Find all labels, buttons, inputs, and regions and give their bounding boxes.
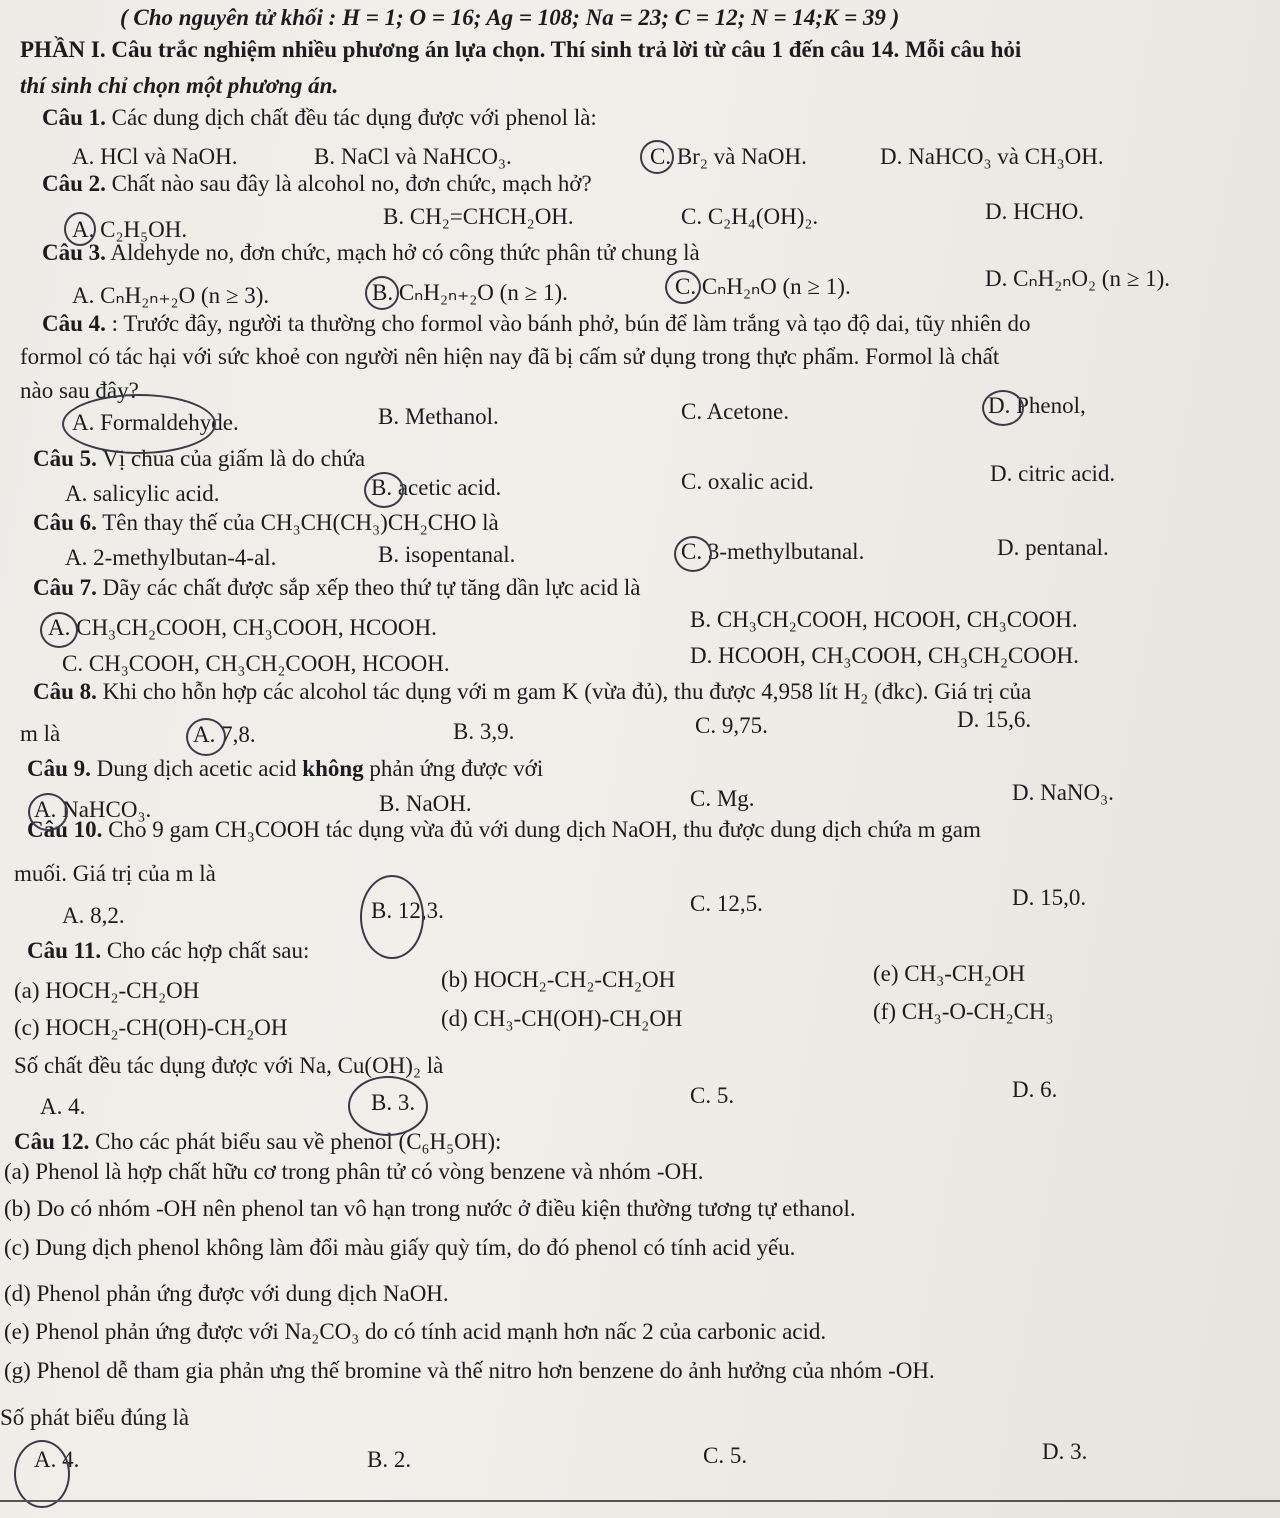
question-12: Câu 12. Cho các phát biểu sau về phenol (C₆H₅OH): [14,1129,502,1154]
option-5c[interactable]: C. oxalic acid. [681,469,814,494]
question-4: Câu 4. : Trước đây, người ta thường cho formol vào bánh phở, bún để làm trắng và tạo độ dai, tũy nhiên do [42,311,1031,336]
option-5d[interactable]: D. citric acid. [990,461,1116,486]
question-10-line2: muối. Giá trị của m là [14,861,216,886]
option-4a[interactable]: A. Formaldehyde. [72,410,239,435]
option-4d[interactable]: D. Phenol, [988,393,1086,418]
statement-e: (e) Phenol phản ứng được với Na₂CO₃ do có tính acid mạnh hơn nấc 2 của carbonic acid. [4,1319,827,1344]
option-1d[interactable]: D. NaHCO₃ và CH₃OH. [880,144,1104,169]
option-4b[interactable]: B. Methanol. [378,404,499,429]
statement-g: (g) Phenol dễ tham gia phản ưng thế bromine và thế nitro hơn benzene do ảnh hưởng của nhóm -OH. [4,1358,935,1383]
option-9b[interactable]: B. NaOH. [379,791,472,816]
question-1: Câu 1. Các dung dịch chất đều tác dụng được với phenol là: [42,105,597,130]
compound-e: (e) CH₃-CH₂OH [873,961,1026,986]
option-1b[interactable]: B. NaCl và NaHCO₃. [314,144,512,169]
option-7b[interactable]: B. CH₃CH₂COOH, HCOOH, CH₃COOH. [690,607,1078,632]
page-bottom-divider [0,1500,1280,1502]
option-8a[interactable]: A. 7,8. [193,722,256,747]
question-8-line2: m là [20,721,61,746]
option-3d[interactable]: D. CₙH₂ₙO₂ (n ≥ 1). [985,266,1170,291]
option-11c[interactable]: C. 5. [690,1083,735,1108]
option-6a[interactable]: A. 2-methylbutan-4-al. [65,545,277,570]
option-9c[interactable]: C. Mg. [690,786,755,811]
question-2: Câu 2. Chất nào sau đây là alcohol no, đơn chức, mạch hở? [42,171,592,196]
option-3c[interactable]: C. CₙH₂ₙO (n ≥ 1). [675,274,851,299]
question-5: Câu 5. Vị chua của giấm là do chứa [33,446,366,471]
compound-d: (d) CH₃-CH(OH)-CH₂OH [441,1006,683,1031]
option-10d[interactable]: D. 15,0. [1012,885,1087,910]
option-3b[interactable]: B. CₙH₂ₙ₊₂O (n ≥ 1). [372,280,568,305]
part-title: PHẦN I. Câu trắc nghiệm nhiều phương án lựa chọn. Thí sinh trả lời từ câu 1 đến câu 14. Mỗi câu hỏi [20,37,1022,62]
option-12c[interactable]: C. 5. [703,1443,748,1468]
option-6b[interactable]: B. isopentanal. [378,542,516,567]
option-11b[interactable]: B. 3. [371,1090,416,1115]
part-title-line2: thí sinh chỉ chọn một phương án. [20,73,339,98]
question-8: Câu 8. Khi cho hỗn hợp các alcohol tác dụng với m gam K (vừa đủ), thu được 4,958 lít H₂ (đkc). Giá trị của [33,679,1032,704]
option-12d[interactable]: D. 3. [1042,1439,1088,1464]
option-2a[interactable]: A. C₂H₅OH. [72,217,188,242]
question-10: Câu 10. Cho 9 gam CH₃COOH tác dụng vừa đủ với dung dịch NaOH, thu được dung dịch chứa m gam [27,817,981,842]
option-12b[interactable]: B. 2. [367,1447,412,1472]
option-7c[interactable]: C. CH₃COOH, CH₃CH₂COOH, HCOOH. [62,651,450,676]
statement-d: (d) Phenol phản ứng được với dung dịch NaOH. [4,1281,449,1306]
compound-f: (f) CH₃-O-CH₂CH₃ [873,999,1054,1024]
question-11-line2: Số chất đều tác dụng được với Na, Cu(OH)₂ là [14,1053,444,1078]
option-2d[interactable]: D. HCHO. [985,199,1085,224]
option-9a[interactable]: A. NaHCO₃. [34,797,152,822]
option-5a[interactable]: A. salicylic acid. [65,481,220,506]
atomic-masses-header: ( Cho nguyên tử khối : H = 1; O = 16; Ag = 108; Na = 23; C = 12; N = 14;K = 39 ) [120,5,900,30]
option-9d[interactable]: D. NaNO₃. [1012,780,1114,805]
option-8d[interactable]: D. 15,6. [957,707,1032,732]
option-7a[interactable]: A. CH₃CH₂COOH, CH₃COOH, HCOOH. [48,615,437,640]
option-5b[interactable]: B. acetic acid. [371,475,502,500]
statement-c: (c) Dung dịch phenol không làm đổi màu giấy quỳ tím, do đó phenol có tính acid yếu. [4,1235,796,1260]
statement-a: (a) Phenol là hợp chất hữu cơ trong phân tử có vòng benzene và nhóm -OH. [4,1159,704,1184]
question-6: Câu 6. Tên thay thế của CH₃CH(CH₃)CH₂CHO là [33,510,499,535]
option-1a[interactable]: A. HCl và NaOH. [72,144,238,169]
compound-b: (b) HOCH₂-CH₂-CH₂OH [441,967,676,992]
option-4c[interactable]: C. Acetone. [681,399,789,424]
question-3: Câu 3. Aldehyde no, đơn chức, mạch hở có công thức phân tử chung là [42,240,700,265]
question-7: Câu 7. Dãy các chất được sắp xếp theo thứ tự tăng dần lực acid là [33,575,641,600]
statement-b: (b) Do có nhóm -OH nên phenol tan vô hạn trong nước ở điều kiện thường tương tự ethanol. [4,1196,856,1221]
compound-a: (a) HOCH₂-CH₂OH [14,978,200,1003]
question-4-line3: nào sau đây? [20,378,139,403]
option-8b[interactable]: B. 3,9. [453,719,515,744]
question-11: Câu 11. Cho các hợp chất sau: [27,938,310,963]
question-4-line2: formol có tác hại với sức khoẻ con người nên hiện nay đã bị cấm sử dụng trong thực phẩm. Formol là chất [20,344,1000,369]
option-1c[interactable]: C. Br₂ và NaOH. [650,144,807,169]
option-8c[interactable]: C. 9,75. [695,713,768,738]
option-10c[interactable]: C. 12,5. [690,891,763,916]
option-11a[interactable]: A. 4. [40,1094,86,1119]
question-9: Câu 9. Dung dịch acetic acid không phản ứng được với [27,756,544,781]
option-10a[interactable]: A. 8,2. [62,903,125,928]
option-2b[interactable]: B. CH₂=CHCH₂OH. [383,204,574,229]
option-6c[interactable]: C. 3-methylbutanal. [681,539,865,564]
option-3a[interactable]: A. CₙH₂ₙ₊₂O (n ≥ 3). [72,283,270,308]
option-7d[interactable]: D. HCOOH, CH₃COOH, CH₃CH₂COOH. [690,643,1079,668]
option-10b[interactable]: B. 12,3. [371,898,444,923]
option-11d[interactable]: D. 6. [1012,1077,1058,1102]
option-2c[interactable]: C. C₂H₄(OH)₂. [681,204,819,229]
option-6d[interactable]: D. pentanal. [997,535,1109,560]
question-12-line2: Số phát biểu đúng là [0,1405,190,1430]
compound-c: (c) HOCH₂-CH(OH)-CH₂OH [14,1015,288,1040]
option-12a[interactable]: A. 4. [34,1447,80,1472]
